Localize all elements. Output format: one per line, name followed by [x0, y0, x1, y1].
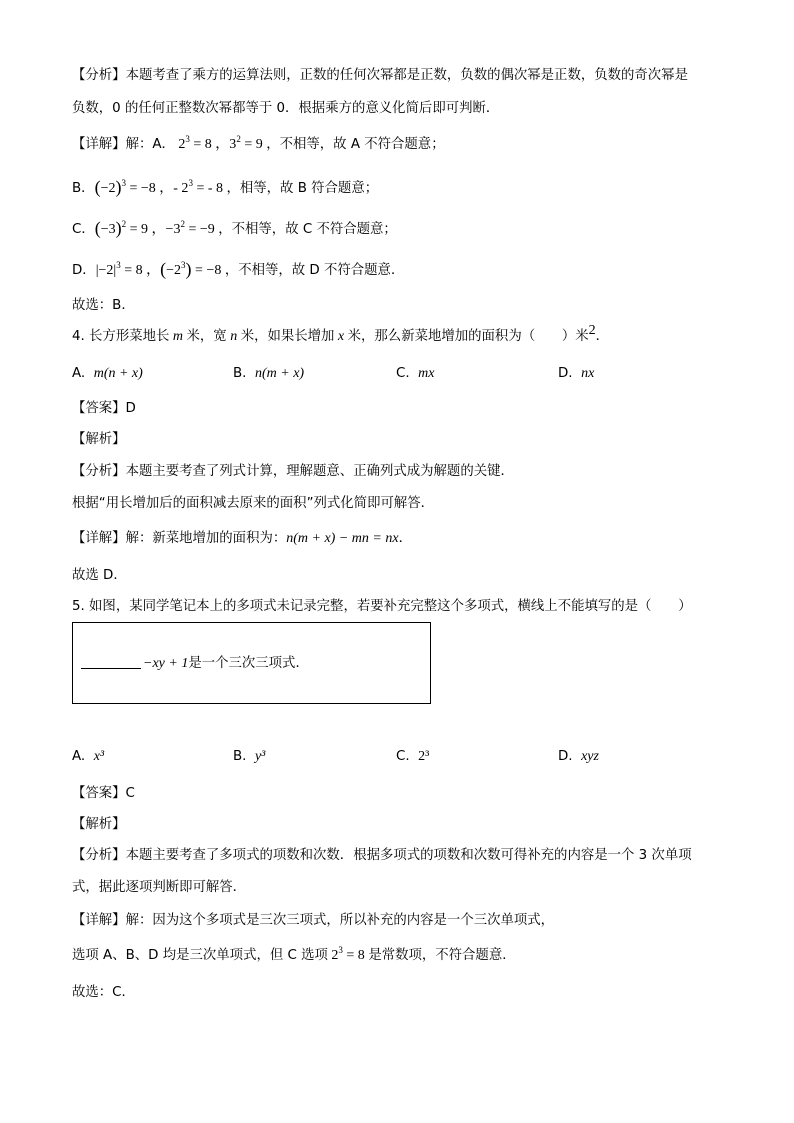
detail-text: ，相等，故 B 符合题意；	[226, 181, 379, 196]
math-expr: n(m + x) − mn = nx	[286, 531, 399, 546]
detail-text: B．	[72, 181, 95, 196]
option-label: B.	[233, 749, 247, 764]
var-x: x	[334, 329, 348, 344]
detail-text: ．	[398, 531, 412, 546]
detail-text: ，不相等，故 D 不符合题意．	[224, 263, 405, 278]
option-expr: mx	[418, 366, 435, 381]
math-expr: $2^3 = 8$ ，$3^2 = 9$	[174, 134, 267, 152]
q4-option-d	[558, 364, 594, 384]
analysis-text: 本题主要考查了多项式的项数和次数．根据多项式的项数和次数可得补充的内容是一个 3 次单项	[125, 848, 692, 863]
option-label: A.	[72, 749, 86, 764]
q4-jiexi: 【解析】	[72, 432, 126, 447]
math-expr: $2^3 = 8$	[327, 945, 369, 963]
q5-detail-2	[72, 946, 516, 966]
math-expr: $(-2)^3 = -8$ ，- $2^3$ = - 8	[94, 177, 227, 197]
detail-text: 是常数项，不符合题意．	[368, 948, 516, 963]
detail-label: 【详解】	[72, 137, 126, 152]
option-expr: n(m + x)	[254, 366, 305, 381]
option-label: D.	[558, 366, 573, 381]
option-label: B.	[233, 366, 247, 381]
analysis-text: 本题主要考查了列式计算，理解题意、正确列式成为解题的关键．	[125, 464, 514, 479]
option-expr: m(n + x)	[93, 366, 143, 381]
detail-text: 解：A．	[125, 137, 175, 152]
option-label: D.	[558, 749, 573, 764]
detail-text: 选项 A、B、D 均是三次单项式，但 C 选项	[72, 948, 328, 963]
q4-option-b	[233, 364, 304, 384]
detail-text: 解：因为这个多项式是三次三项式，所以补充的内容是一个三次单项式，	[125, 913, 555, 928]
stem-text: 米，如果长增加	[240, 329, 335, 344]
box-text: 是一个三次三项式．	[188, 656, 309, 671]
q5-option-b	[233, 747, 265, 767]
analysis-text: 本题考查了乘方的运算法则，正数的任何次幂都是正数，负数的偶次幂是正数，负数的奇次幂是	[125, 68, 688, 83]
q3-detail-b	[72, 177, 378, 199]
q5-analysis-2: 式，据此逐项判断即可解答．	[72, 880, 247, 895]
var-m: m	[169, 329, 187, 344]
option-expr: xyz	[581, 749, 599, 764]
q5-jiexi: 【解析】	[72, 817, 126, 832]
stem-text: 米，宽	[186, 329, 227, 344]
q4-analysis-2: 根据“用长增加后的面积减去原来的面积”列式化简即可解答．	[72, 496, 435, 511]
detail-text: 解：新菜地增加的面积为：	[125, 531, 287, 546]
q4-choice: 故选 D．	[72, 568, 127, 583]
q4-stem	[72, 323, 610, 347]
q5-choice: 故选：C．	[72, 985, 135, 1000]
q3-choice: 故选：B．	[72, 298, 135, 313]
notebook-box	[72, 622, 431, 704]
q5-option-a	[72, 747, 104, 767]
option-expr: 2³	[418, 749, 430, 764]
q3-analysis-line-2	[72, 99, 499, 119]
q3-analysis-line-1	[72, 66, 688, 86]
q5-stem: 5. 如图，某同学笔记本上的多项式未记录完整，若要补充完整这个多项式，横线上不能填写的是（ ）	[72, 599, 692, 614]
q5-answer: 【答案】C	[72, 786, 135, 801]
q4-answer: 【答案】D	[72, 401, 136, 416]
unit-superscript: 2	[588, 323, 596, 338]
var-n: n	[226, 329, 241, 344]
analysis-text: 负数，0 的任何正整数次幂都等于 0．根据乘方的意义化简后即可判断．	[72, 101, 500, 116]
detail-text: ，不相等，故 A 不符合题意；	[266, 137, 445, 152]
q4-detail	[72, 529, 412, 549]
q3-detail-c	[72, 218, 397, 240]
option-expr: x³	[93, 749, 105, 764]
detail-label: 【详解】	[72, 531, 126, 546]
q5-analysis-1	[72, 846, 692, 866]
notebook-line	[81, 654, 309, 674]
q4-option-c	[396, 364, 434, 384]
detail-label: 【详解】	[72, 913, 126, 928]
math-expr: $|-2|^3 = 8$ ，$(-2^3) = -8$	[95, 259, 225, 279]
option-label: A.	[72, 366, 86, 381]
q5-detail-1	[72, 911, 554, 931]
detail-text: D．	[72, 263, 96, 278]
q3-detail-d	[72, 259, 404, 281]
option-expr: nx	[581, 366, 595, 381]
analysis-label: 【分析】	[72, 68, 126, 83]
fill-blank	[81, 654, 141, 669]
option-label: C.	[396, 366, 410, 381]
option-label: C.	[396, 749, 410, 764]
q4-option-a	[72, 364, 143, 384]
math-expr: $(-3)^2 = 9$ ，$-3^2 = -9$	[94, 218, 219, 238]
q3-detail-a	[72, 135, 445, 155]
q4-analysis	[72, 462, 514, 482]
detail-text: ，不相等，故 C 不符合题意；	[218, 222, 397, 237]
q5-option-d	[558, 747, 599, 767]
stem-text: 米，那么新菜地增加的面积为（ ）米	[347, 329, 589, 344]
option-expr: y³	[254, 749, 266, 764]
q5-option-c	[396, 747, 429, 767]
analysis-label: 【分析】	[72, 464, 126, 479]
math-expr: −xy + 1	[143, 656, 189, 671]
stem-text: 4. 长方形菜地长	[72, 329, 170, 344]
analysis-label: 【分析】	[72, 848, 126, 863]
stem-text: ．	[595, 329, 610, 344]
detail-text: C．	[72, 222, 95, 237]
